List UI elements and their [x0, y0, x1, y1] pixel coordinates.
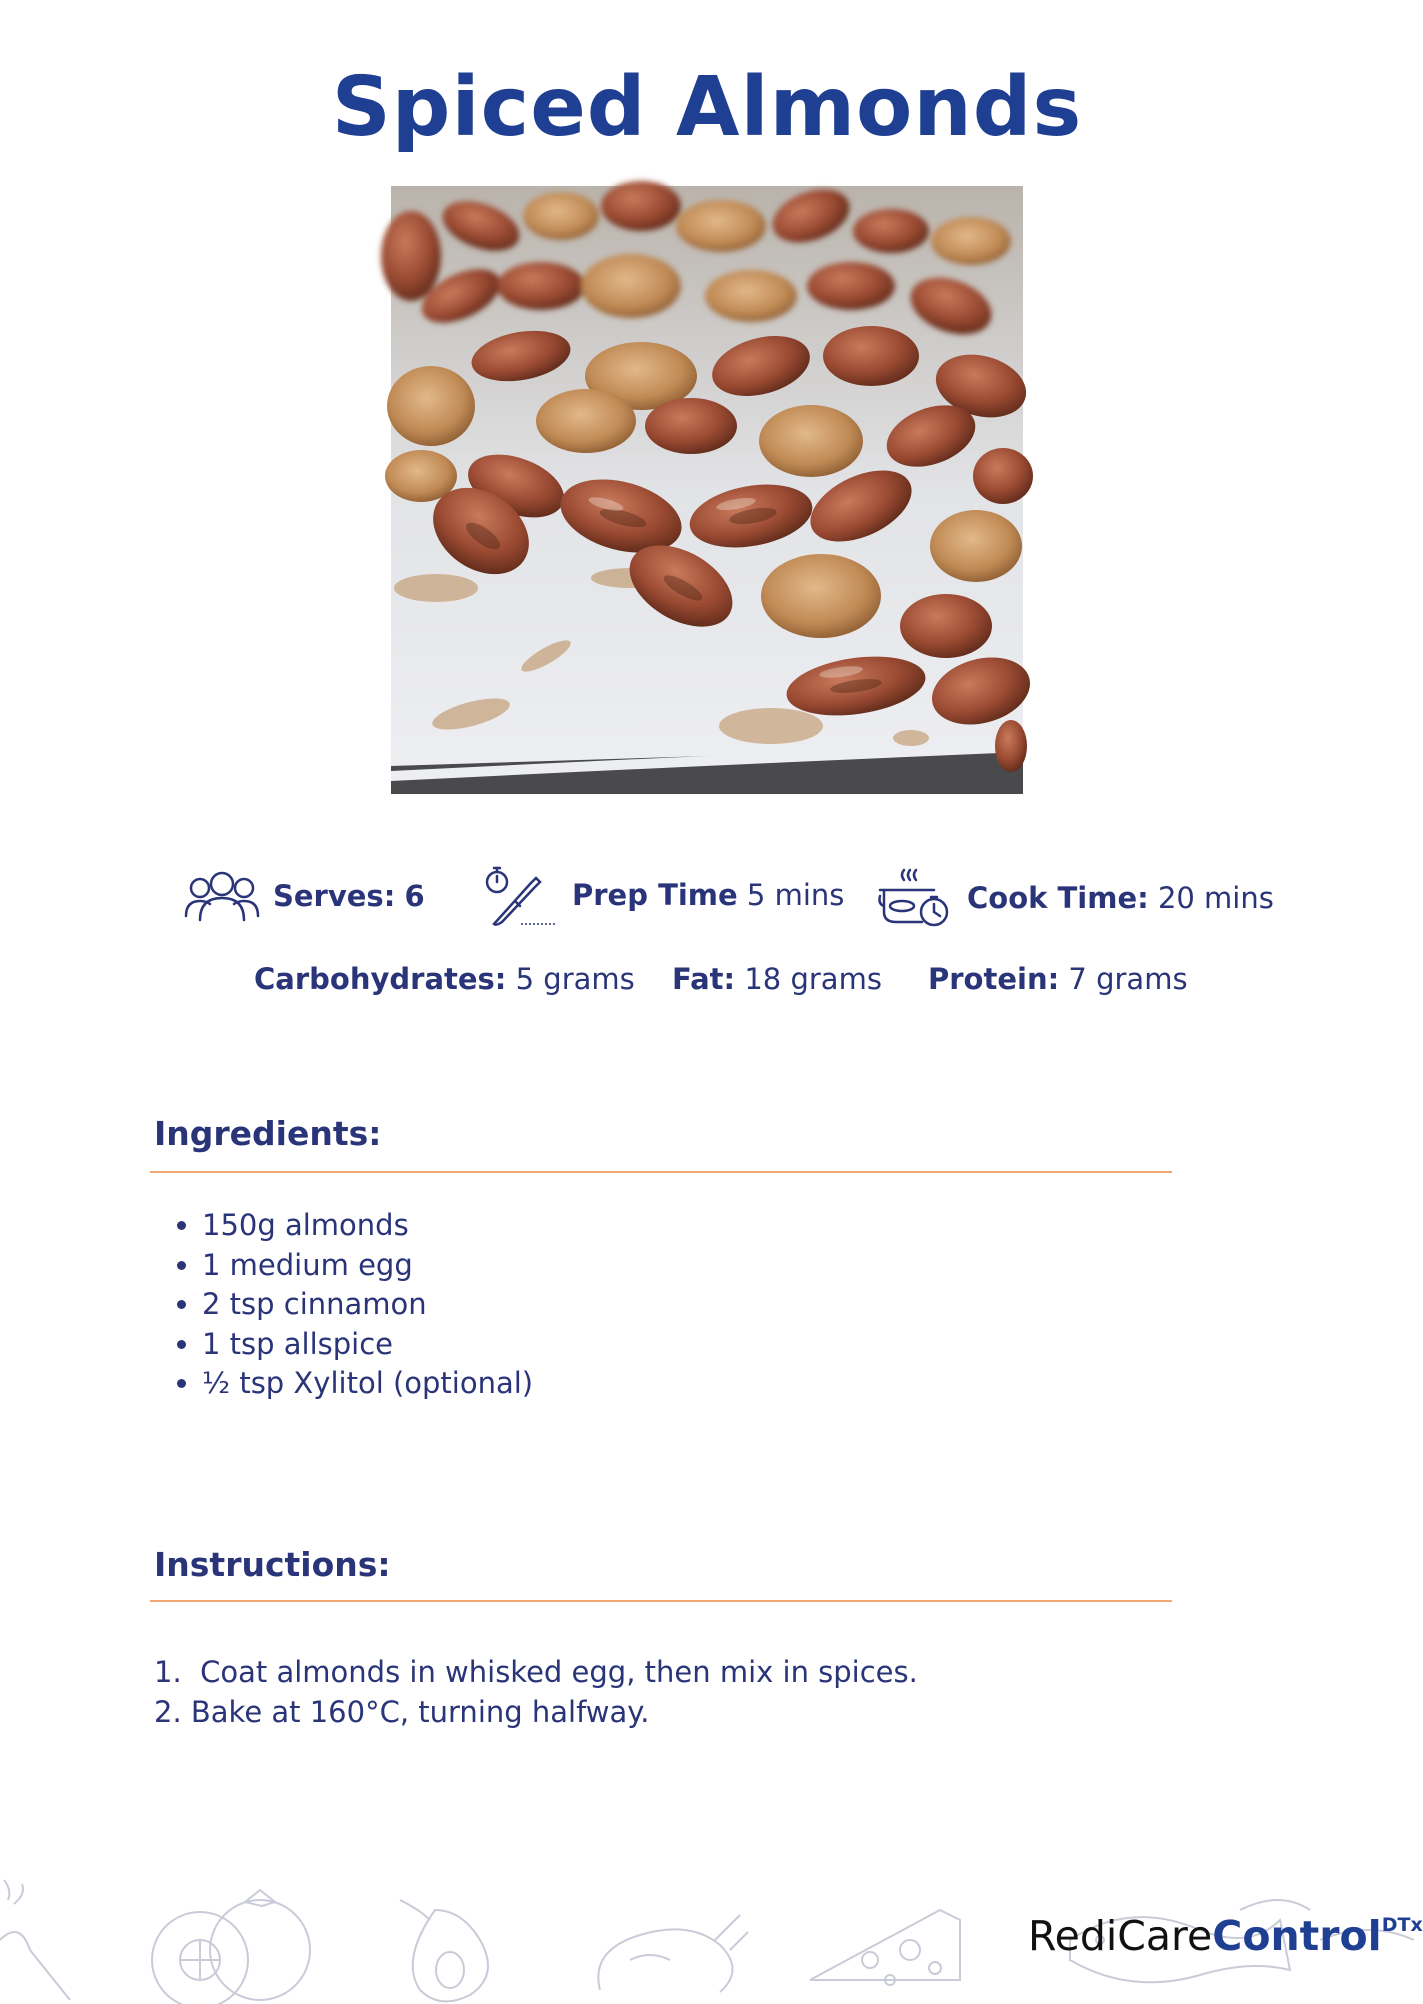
ingredients-heading: Ingredients:	[154, 1114, 382, 1153]
cooking-pot-timer-icon	[878, 866, 950, 930]
people-icon	[184, 868, 260, 924]
chicken-icon	[598, 1915, 748, 1992]
serves-value: 6	[404, 879, 425, 913]
tomato-icon	[152, 1890, 310, 2004]
instructions-list	[154, 1652, 918, 1732]
instructions-heading: Instructions:	[154, 1545, 391, 1584]
brand-suffix: DTx	[1381, 1914, 1423, 1937]
carbs-label: Carbohydrates:	[254, 962, 507, 996]
ingredient-item: • 1 medium egg	[202, 1246, 533, 1286]
protein-label: Protein:	[928, 962, 1060, 996]
recipe-photo	[391, 186, 1023, 794]
cook-time-info	[878, 866, 1274, 930]
cook-time-value: 20 mins	[1157, 881, 1274, 915]
ingredient-item: • 150g almonds	[202, 1206, 533, 1246]
prep-time-info	[482, 862, 844, 928]
spiced-almonds-image	[391, 186, 1023, 794]
ingredients-list	[150, 1206, 533, 1404]
protein-value: 7 grams	[1068, 962, 1188, 996]
ingredients-divider	[150, 1171, 1172, 1173]
ingredient-item: • 2 tsp cinnamon	[202, 1285, 533, 1325]
carrot-icon	[0, 1880, 70, 2000]
recipe-title: Spiced Almonds	[331, 60, 1083, 155]
ingredient-item: • ½ tsp Xylitol (optional)	[202, 1364, 533, 1404]
cheese-icon	[810, 1910, 960, 1985]
serves-label: Serves:	[273, 879, 396, 913]
brand-name-regular: RediCare	[1028, 1912, 1213, 1960]
ingredient-item: • 1 tsp allspice	[202, 1325, 533, 1365]
fat-value: 18 grams	[744, 962, 882, 996]
fat-info	[672, 962, 882, 996]
brand-name-bold: Control	[1212, 1912, 1382, 1960]
protein-info	[928, 962, 1188, 996]
instruction-step: 2. Bake at 160°C, turning halfway.	[154, 1695, 650, 1729]
avocado-icon	[400, 1900, 488, 2001]
fat-label: Fat:	[672, 962, 736, 996]
instructions-divider	[150, 1600, 1172, 1602]
instruction-step: 1. Coat almonds in whisked egg, then mix in spices.	[154, 1655, 918, 1689]
stopwatch-knife-icon	[482, 862, 560, 928]
serves-info	[184, 868, 425, 924]
prep-time-value: 5 mins	[746, 878, 845, 912]
carbohydrates-info	[254, 962, 635, 996]
prep-time-label: Prep Time	[572, 878, 738, 912]
cook-time-label: Cook Time:	[967, 881, 1149, 915]
carbs-value: 5 grams	[515, 962, 635, 996]
brand-logo	[1028, 1912, 1423, 1960]
